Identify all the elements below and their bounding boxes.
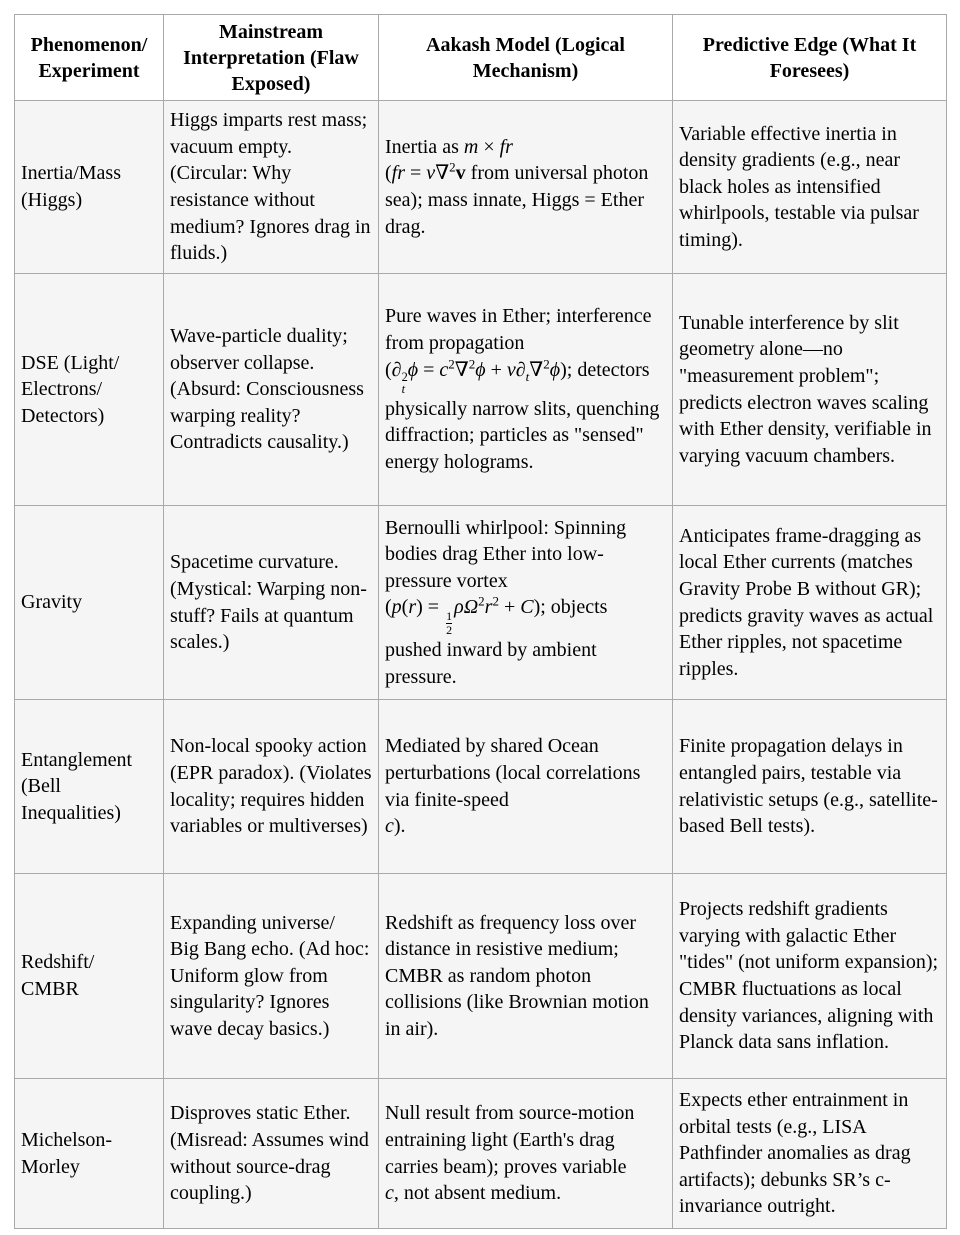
cell-aakash-model: Mediated by shared Ocean perturbations (local correlations via finite-speed c). bbox=[379, 700, 673, 874]
cell-predictive-edge: Variable effective inertia in density gradients (e.g., near black holes as intensified whirlpools, testable via pulsar timing). bbox=[673, 101, 947, 274]
cell-phenomenon: Michelson- Morley bbox=[15, 1079, 164, 1229]
cell-aakash-model: Redshift as frequency loss over distance in resistive medium; CMBR as random photon collisions (like Brownian motion in air). bbox=[379, 874, 673, 1079]
column-header-aakash-model: Aakash Model (Logical Mechanism) bbox=[379, 15, 673, 101]
cell-predictive-edge: Tunable interference by slit geometry alone—no "measurement problem"; predicts electron waves scaling with Ether density, verifiable in varying vacuum chambers. bbox=[673, 274, 947, 506]
column-header-mainstream-interpretation: Mainstream Interpretation (Flaw Exposed) bbox=[164, 15, 379, 101]
column-header-phenomenon: Phenomenon/ Experiment bbox=[15, 15, 164, 101]
cell-mainstream: Disproves static Ether. (Misread: Assumes wind without source-drag coupling.) bbox=[164, 1079, 379, 1229]
table-row-dse bbox=[15, 274, 947, 506]
cell-predictive-edge: Expects ether entrainment in orbital tests (e.g., LISA Pathfinder anomalies as drag artifacts); debunks SR’s c-invariance outright. bbox=[673, 1079, 947, 1229]
cell-mainstream: Expanding universe/ Big Bang echo. (Ad hoc: Uniform glow from singularity? Ignores wave decay basics.) bbox=[164, 874, 379, 1079]
cell-mainstream: Higgs imparts rest mass; vacuum empty. (Circular: Why resistance without medium? Ignores drag in fluids.) bbox=[164, 101, 379, 274]
table-row-inertia-mass bbox=[15, 101, 947, 274]
cell-phenomenon: Redshift/ CMBR bbox=[15, 874, 164, 1079]
cell-mainstream: Wave-particle duality; observer collapse. (Absurd: Consciousness warping reality? Contradicts causality.) bbox=[164, 274, 379, 506]
cell-aakash-model: Inertia as m × fr (fr = ν∇$^2$v from universal photon sea); mass innate, Higgs = Ether drag. bbox=[379, 101, 673, 274]
cell-phenomenon: Inertia/Mass (Higgs) bbox=[15, 101, 164, 274]
table-row-gravity bbox=[15, 506, 947, 700]
comparison-table bbox=[14, 14, 947, 1229]
cell-aakash-model: Null result from source-motion entraining light (Earth's drag carries beam); proves variable c, not absent medium. bbox=[379, 1079, 673, 1229]
cell-mainstream: Spacetime curvature. (Mystical: Warping non-stuff? Fails at quantum scales.) bbox=[164, 506, 379, 700]
cell-phenomenon: DSE (Light/ Electrons/ Detectors) bbox=[15, 274, 164, 506]
cell-aakash-model: Bernoulli whirlpool: Spinning bodies drag Ether into low-pressure vortex (p(r) = $\frac{1}{2}$ $\rho\Omega^2r^2 + C$); objects pushed inward by ambient pressure. bbox=[379, 506, 673, 700]
column-header-predictive-edge: Predictive Edge (What It Foresees) bbox=[673, 15, 947, 101]
cell-mainstream: Non-local spooky action (EPR paradox). (Violates locality; requires hidden variables or multiverses) bbox=[164, 700, 379, 874]
cell-phenomenon: Entanglement (Bell Inequalities) bbox=[15, 700, 164, 874]
table-header-row bbox=[15, 15, 947, 101]
cell-predictive-edge: Anticipates frame-dragging as local Ether currents (matches Gravity Probe B without GR); predicts gravity waves as actual Ether ripples, not spacetime ripples. bbox=[673, 506, 947, 700]
cell-aakash-model: Pure waves in Ether; interference from propagation (∂ 2 t $\phi = c^2\nabla^2\phi + \nu\partial_t\nabla^2\phi$); detectors physically narrow slits, quenching diffraction; particles as "sensed" energy holograms. bbox=[379, 274, 673, 506]
cell-predictive-edge: Finite propagation delays in entangled pairs, testable via relativistic setups (e.g., satellite-based Bell tests). bbox=[673, 700, 947, 874]
table-row-redshift-cmbr bbox=[15, 874, 947, 1079]
table-row-entanglement bbox=[15, 700, 947, 874]
table-row-michelson-morley bbox=[15, 1079, 947, 1229]
cell-phenomenon: Gravity bbox=[15, 506, 164, 700]
cell-predictive-edge: Projects redshift gradients varying with galactic Ether "tides" (not uniform expansion); CMBR fluctuations as local density variances, aligning with Planck data sans inflation. bbox=[673, 874, 947, 1079]
